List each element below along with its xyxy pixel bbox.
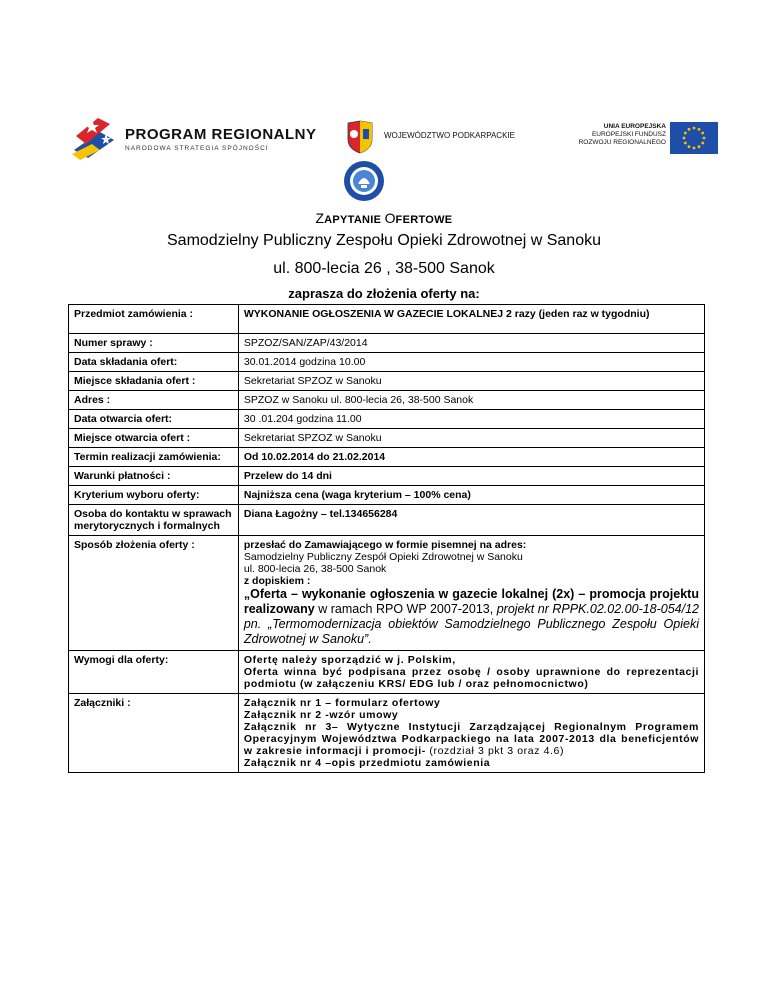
- submission-line2: Samodzielny Publiczny Zespół Opieki Zdrowotnej w Sanoku: [243, 551, 523, 563]
- hospital-seal-icon: [343, 160, 385, 207]
- table-row: [69, 353, 705, 372]
- row-label: Data składania ofert:: [69, 353, 239, 372]
- requirements-line2: Oferta winna być podpisana przez osobę / osoby uprawnione do reprezentacji podmiotu (w załączeniu KRS/ EDG lub / oraz pełnomocnictwo): [243, 666, 699, 690]
- annotation-italic: projekt nr RPPK.02.02.00-18-054/12 pn. „Termomodernizacja obiektów Samodzielnego Publicznego Zespołu Opieki Zdrowotnej w Sanoku”.: [243, 602, 699, 646]
- table-row: [69, 372, 705, 391]
- title-rest2: FERTOWE: [395, 214, 453, 226]
- row-value: Najniższa cena (waga kryterium – 100% cena): [238, 486, 704, 505]
- row-label: Data otwarcia ofert:: [69, 410, 239, 429]
- table-row: [69, 334, 705, 353]
- row-value: Od 10.02.2014 do 21.02.2014: [238, 448, 704, 467]
- row-label: Miejsce otwarcia ofert :: [69, 429, 239, 448]
- attachment-3-bold: Załącznik nr 3– Wytyczne Instytucji Zarządzającej Regionalnym Programem Operacyjnym Województwa Podkarpackiego na lata 2007-2013 dla beneficjentów w zakresie informacji i promocji-: [243, 721, 699, 757]
- row-label: Adres :: [69, 391, 239, 410]
- attachment-1: Załącznik nr 1 – formularz ofertowy: [243, 697, 441, 709]
- submission-line3: ul. 800-lecia 26, 38-500 Sanok: [243, 563, 387, 575]
- submission-line4: z dopiskiem :: [243, 575, 311, 587]
- row-value: Sekretariat SPZOZ w Sanoku: [238, 372, 704, 391]
- organization-address: ul. 800-lecia 26 , 38-500 Sanok: [273, 260, 495, 277]
- program-title: PROGRAM REGIONALNY: [125, 126, 317, 143]
- row-label: Numer sprawy :: [69, 334, 239, 353]
- table-row: [69, 486, 705, 505]
- row-value: Przelew do 14 dni: [238, 467, 704, 486]
- row-value: WYKONANIE OGŁOSZENIA W GAZECIE LOKALNEJ 2 razy (jeden raz w tygodniu): [238, 305, 704, 334]
- row-value: 30 .01.204 godzina 11.00: [238, 410, 704, 429]
- title-z: Z: [315, 210, 325, 226]
- row-label: Sposób złożenia oferty :: [69, 536, 239, 651]
- table-row: [69, 448, 705, 467]
- row-value: SPZOZ w Sanoku ul. 800-lecia 26, 38-500 Sanok: [238, 391, 704, 410]
- table-row: [69, 467, 705, 486]
- attachment-3: [244, 721, 699, 757]
- eu-line2: EUROPEJSKI FUNDUSZ: [591, 131, 666, 138]
- requirements-line1: Ofertę należy sporządzić w j. Polskim,: [243, 654, 456, 666]
- offer-details-table: [68, 304, 705, 773]
- submission-method: [238, 536, 704, 651]
- region-name: WOJEWÓDZTWO PODKARPACKIE: [384, 131, 515, 140]
- row-value: Sekretariat SPZOZ w Sanoku: [238, 429, 704, 448]
- row-label: Kryterium wyboru oferty:: [69, 486, 239, 505]
- table-row: [69, 391, 705, 410]
- eu-text: [560, 123, 666, 147]
- attachment-3-normal: (rozdział 3 pkt 3 oraz 4.6): [425, 745, 565, 757]
- row-value: 30.01.2014 godzina 10.00: [238, 353, 704, 372]
- title-o: O: [384, 210, 396, 226]
- title-rest1: APYTANIE: [324, 214, 385, 226]
- row-label: Przedmiot zamówienia :: [69, 305, 239, 334]
- eu-flag-icon: [670, 122, 718, 159]
- program-regionalny-logo: [70, 110, 122, 167]
- annotation-normal: w ramach RPO WP 2007-2013,: [314, 602, 497, 616]
- table-row: [69, 694, 705, 773]
- row-label: Osoba do kontaktu w sprawach merytorycznych i formalnych: [69, 505, 239, 536]
- row-value: SPZOZ/SAN/ZAP/43/2014: [238, 334, 704, 353]
- coat-of-arms-icon: [342, 119, 378, 160]
- row-label: Termin realizacji zamówienia:: [69, 448, 239, 467]
- row-label: Wymogi dla oferty:: [69, 651, 239, 694]
- attachments: [238, 694, 704, 773]
- eu-line3: ROZWOJU REGIONALNEGO: [578, 139, 666, 146]
- attachment-2: Załącznik nr 2 -wzór umowy: [243, 709, 399, 721]
- row-label: Warunki płatności :: [69, 467, 239, 486]
- program-regionalny-text: [125, 126, 317, 152]
- document-title: [0, 210, 768, 226]
- annotation-bold: „Oferta – wykonanie ogłoszenia w gazecie lokalnej (2x) – promocja projektu realizowany: [243, 587, 699, 616]
- organization-name: Samodzielny Publiczny Zespołu Opieki Zdrowotnej w Sanoku: [167, 232, 601, 249]
- table-row: [69, 410, 705, 429]
- submission-line1: przesłać do Zamawiającego w formie pisemnej na adres:: [243, 539, 527, 551]
- row-label: Załączniki :: [69, 694, 239, 773]
- offer-requirements: [238, 651, 704, 694]
- table-row: [69, 505, 705, 536]
- attachment-4: Załącznik nr 4 –opis przedmiotu zamówienia: [243, 757, 491, 769]
- table-row: [69, 429, 705, 448]
- table-row: [69, 305, 705, 334]
- table-row: [69, 536, 705, 651]
- eu-line1: UNIA EUROPEJSKA: [603, 123, 666, 130]
- row-value: Diana Łagożny – tel.134656284: [238, 505, 704, 536]
- table-row: [69, 651, 705, 694]
- submission-annotation: [244, 587, 699, 647]
- invitation-text: zaprasza do złożenia oferty na:: [288, 286, 480, 301]
- program-subtitle: NARODOWA STRATEGIA SPÓJNOŚCI: [125, 145, 269, 152]
- row-label: Miejsce składania ofert :: [69, 372, 239, 391]
